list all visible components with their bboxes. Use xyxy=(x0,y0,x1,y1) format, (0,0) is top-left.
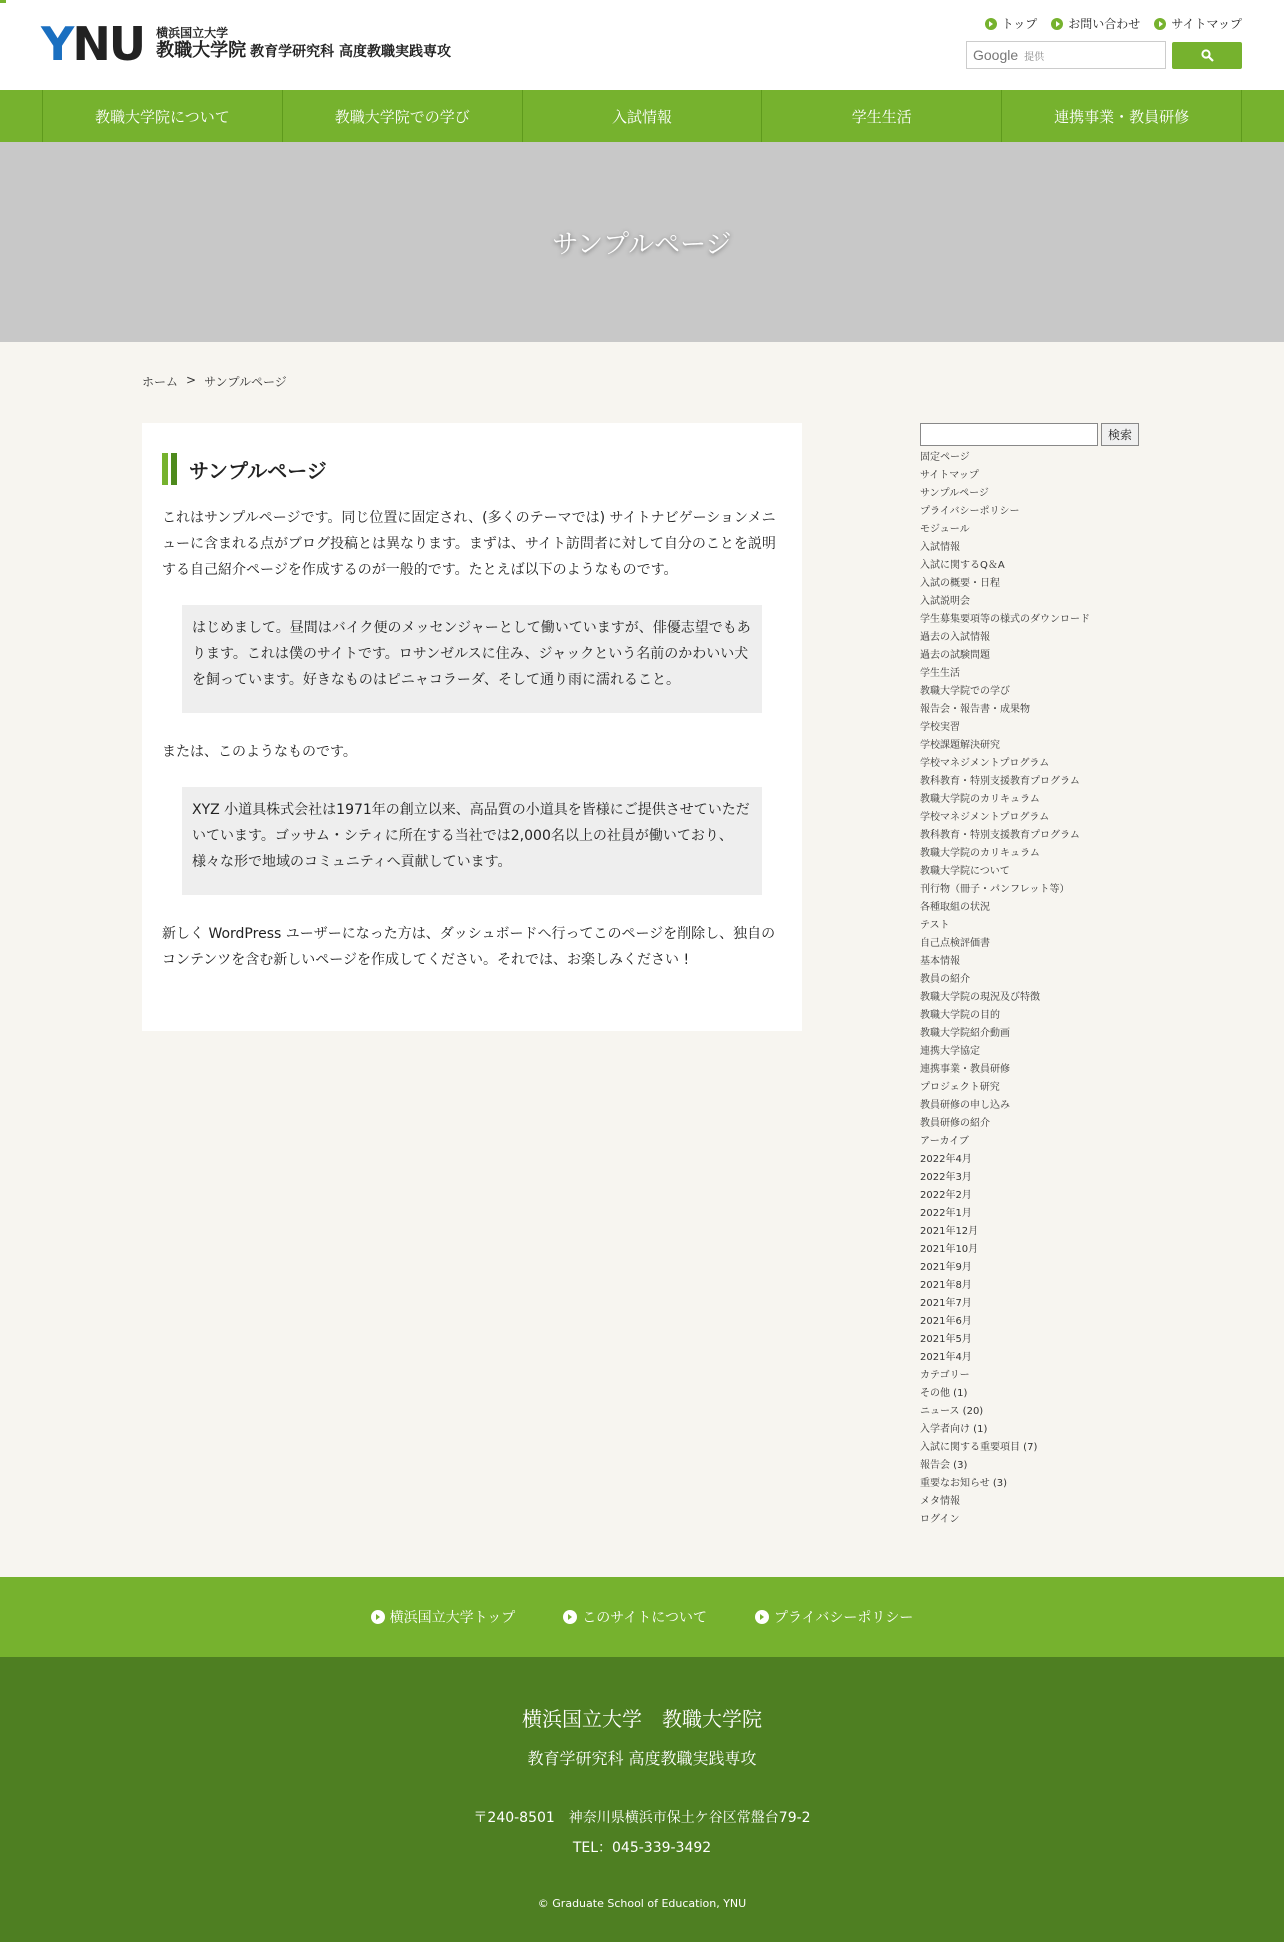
util-link-contact[interactable] xyxy=(1051,15,1140,32)
nav-item-student-life[interactable]: 学生生活 xyxy=(762,90,1002,142)
paragraph-intro: これはサンプルページです。同じ位置に固定され、(多くのテーマでは) サイトナビゲーションメニューに含まれる点がブログ投稿とは異なります。まずは、サイト訪問者に対して自分のことを説明する自己紹介ページを作成するのが一般的です。たとえば以下のようなものです。 xyxy=(162,510,776,578)
logo-main-label: 教職大学院 xyxy=(156,40,247,61)
sidebar-link[interactable]: 入学者向け (1) xyxy=(920,1424,988,1435)
search-icon xyxy=(1201,49,1214,62)
corner-mark xyxy=(0,0,6,3)
sidebar-link[interactable]: プロジェクト研究 xyxy=(920,1082,1000,1093)
google-logo: Google xyxy=(973,47,1019,63)
page-heading xyxy=(162,453,782,485)
sidebar-link[interactable]: 2021年5月 xyxy=(920,1334,972,1345)
site-footer xyxy=(0,1657,1284,1942)
sidebar-search-input[interactable] xyxy=(920,423,1098,446)
sidebar-link[interactable]: モジュール xyxy=(920,524,970,535)
google-search-input[interactable] xyxy=(966,41,1166,69)
sidebar-link[interactable]: 連携事業・教員研修 xyxy=(920,1064,1010,1075)
sidebar-link[interactable]: 報告会 (3) xyxy=(920,1460,968,1471)
sidebar-link[interactable]: 教員研修の申し込み xyxy=(920,1100,1010,1111)
sidebar-link[interactable]: 学校マネジメントプログラム xyxy=(920,812,1050,823)
sidebar-link[interactable]: 教職大学院のカリキュラム xyxy=(920,794,1040,805)
hero-title: サンプルページ xyxy=(552,229,732,260)
blockquote-company: XYZ 小道具株式会社は1971年の創立以来、高品質の小道具を皆様にご提供させていただいています。ゴッサム・シティに所在する当社では2,000名以上の社員が働いており、様々な形で地域のコミュニティへ貢献しています。 xyxy=(182,787,762,895)
footer-dept: 教育学研究科 高度教職実践専攻 xyxy=(527,1749,757,1768)
paragraph-outro: 新しく WordPress ユーザーになった方は、ダッシュボードへ行ってこのページを削除し、独自のコンテンツを含む新しいページを作成してください。それでは、お楽しみください ! xyxy=(162,926,776,968)
footer-copyright: © Graduate School of Education, YNU xyxy=(537,1897,747,1910)
nav-item-partnership[interactable]: 連携事業・教員研修 xyxy=(1054,107,1190,126)
sidebar-link[interactable]: 過去の試験問題 xyxy=(920,650,990,661)
sidebar-heading: 固定ページ xyxy=(920,452,970,463)
sidebar-link[interactable]: 報告会・報告書・成果物 xyxy=(920,704,1030,715)
circle-arrow-icon xyxy=(1154,18,1166,30)
breadcrumb-home[interactable]: ホーム xyxy=(142,375,179,389)
circle-arrow-icon xyxy=(563,1610,577,1624)
breadcrumb xyxy=(142,373,287,390)
sidebar-link[interactable]: 2021年8月 xyxy=(920,1280,972,1291)
ynu-logo-mark: YNU xyxy=(41,17,145,71)
global-nav xyxy=(0,90,1284,142)
site-logo[interactable] xyxy=(41,17,452,71)
sidebar-link[interactable]: 自己点検評価書 xyxy=(920,938,990,949)
footer-link-label: プライバシーポリシー xyxy=(774,1610,914,1626)
sidebar-link[interactable]: 教職大学院の目的 xyxy=(920,1010,1000,1021)
breadcrumb-current: サンプルページ xyxy=(204,375,287,389)
sidebar-heading: アーカイブ xyxy=(920,1136,969,1147)
sidebar-link[interactable]: 教科教育・特別支援教育プログラム xyxy=(920,830,1080,841)
logo-university: 横浜国立大学 xyxy=(156,26,229,40)
main-content xyxy=(142,423,802,1031)
sidebar-link[interactable]: 2022年4月 xyxy=(920,1154,972,1165)
sidebar-link[interactable]: 教職大学院紹介動画 xyxy=(920,1028,1010,1039)
footer-link-privacy[interactable] xyxy=(755,1607,913,1627)
sidebar-link[interactable]: 教員研修の紹介 xyxy=(920,1118,990,1129)
sidebar-link[interactable]: 2021年9月 xyxy=(920,1262,972,1273)
sidebar-link[interactable]: 学生募集要項等の様式のダウンロード xyxy=(920,614,1090,625)
sidebar-link[interactable]: サンプルページ xyxy=(920,488,989,499)
sidebar-link[interactable]: 教職大学院の現況及び特徴 xyxy=(920,992,1040,1003)
util-link-label: サイトマップ xyxy=(1171,17,1242,31)
nav-item-admissions[interactable]: 入試情報 xyxy=(523,90,763,142)
util-link-sitemap[interactable] xyxy=(1154,15,1242,32)
footer-name: 横浜国立大学 教職大学院 xyxy=(522,1707,762,1731)
circle-arrow-icon xyxy=(371,1610,385,1624)
sidebar-heading: メタ情報 xyxy=(920,1496,960,1507)
footer-link-label: このサイトについて xyxy=(582,1610,708,1626)
util-link-top[interactable] xyxy=(985,15,1038,32)
sidebar-link[interactable]: プライバシーポリシー xyxy=(920,506,1020,517)
footer-address: 〒240-8501 神奈川県横浜市保土ケ谷区常盤台79-2 xyxy=(473,1810,811,1826)
sidebar-link[interactable]: 重要なお知らせ (3) xyxy=(920,1478,1008,1489)
sidebar-link[interactable]: 入試情報 xyxy=(920,542,960,553)
sidebar-link[interactable]: 2022年1月 xyxy=(920,1208,972,1219)
sidebar-link[interactable]: 2022年2月 xyxy=(920,1190,972,1201)
sidebar-link[interactable]: 2021年6月 xyxy=(920,1316,972,1327)
utility-links xyxy=(985,15,1242,32)
sidebar-link[interactable]: ニュース (20) xyxy=(920,1406,984,1417)
sidebar-link[interactable]: 教科教育・特別支援教育プログラム xyxy=(920,776,1080,787)
sidebar-link[interactable]: 教職大学院について xyxy=(920,866,1010,877)
sidebar-link[interactable]: 教員の紹介 xyxy=(920,974,970,985)
logo-text xyxy=(156,26,451,63)
sidebar-link[interactable]: 学校マネジメントプログラム xyxy=(920,758,1050,769)
sidebar-link[interactable]: 2021年10月 xyxy=(920,1244,979,1255)
page-hero xyxy=(0,142,1284,342)
sidebar-heading: カテゴリー xyxy=(920,1370,970,1381)
page-title: サンプルページ xyxy=(189,458,327,483)
circle-arrow-icon xyxy=(755,1610,769,1624)
sidebar-link[interactable]: 過去の入試情報 xyxy=(920,632,990,643)
sidebar-link[interactable]: 2021年7月 xyxy=(920,1298,972,1309)
footer-tel: TEL：045-339-3492 xyxy=(572,1840,712,1856)
sidebar-search xyxy=(920,423,1160,446)
sidebar-link-list xyxy=(920,449,1160,1529)
paragraph-or: または、このようなものです。 xyxy=(162,744,357,760)
sidebar-link[interactable]: 教職大学院での学び xyxy=(920,686,1010,697)
blockquote-personal: はじめまして。昼間はバイク便のメッセンジャーとして働いていますが、俳優志望でもあります。これは僕のサイトです。ロサンゼルスに住み、ジャックという名前のかわいい犬を飼っています。好きなものはピニャコラーダ、そして通り雨に濡れること。 xyxy=(182,605,762,713)
sidebar-link[interactable]: 入試に関するQ＆A xyxy=(920,560,1005,571)
google-provided-label: 提供 xyxy=(1024,51,1045,63)
sidebar-link[interactable]: 入試の概要・日程 xyxy=(920,578,1000,589)
site-header xyxy=(0,0,1284,90)
sidebar-link[interactable]: テスト xyxy=(920,920,950,931)
sidebar-link[interactable]: 学校課題解決研究 xyxy=(920,740,1000,751)
sidebar-link[interactable]: ログイン xyxy=(920,1514,960,1525)
sidebar-link[interactable]: 連携大学協定 xyxy=(920,1046,980,1057)
heading-bar-icon xyxy=(162,453,177,485)
sidebar-link[interactable]: 各種取組の状況 xyxy=(920,902,990,913)
footer-link-label: 横浜国立大学トップ xyxy=(389,1610,516,1626)
footer-link-university-top[interactable] xyxy=(371,1607,516,1627)
sidebar-link[interactable]: 2022年3月 xyxy=(920,1172,972,1183)
sidebar-link[interactable]: 教職大学院のカリキュラム xyxy=(920,848,1040,859)
logo-title xyxy=(156,40,451,63)
google-search-button[interactable] xyxy=(1172,42,1242,69)
footer-link-about-site[interactable] xyxy=(563,1607,707,1627)
sidebar-link[interactable]: 入試に関する重要項目 (7) xyxy=(920,1442,1038,1453)
circle-arrow-icon xyxy=(1051,18,1063,30)
sidebar-link[interactable]: 刊行物（冊子・パンフレット等） xyxy=(920,884,1070,895)
logo-dept-label: 教育学研究科 高度教職実践専攻 xyxy=(250,44,452,60)
nav-item-about[interactable]: 教職大学院について xyxy=(43,90,283,142)
sidebar-link[interactable]: 学校実習 xyxy=(920,722,960,733)
sidebar-link[interactable]: 入試説明会 xyxy=(920,596,970,607)
footer-links xyxy=(0,1577,1284,1657)
sidebar xyxy=(920,423,1160,1529)
util-link-label: トップ xyxy=(1001,17,1038,31)
sidebar-link[interactable]: 2021年4月 xyxy=(920,1352,972,1363)
sidebar-link[interactable]: サイトマップ xyxy=(920,470,979,481)
sidebar-link[interactable]: 基本情報 xyxy=(920,956,960,967)
breadcrumb-separator: > xyxy=(186,373,197,387)
util-link-label: お問い合わせ xyxy=(1068,17,1141,31)
sidebar-search-button[interactable]: 検索 xyxy=(1101,423,1139,446)
circle-arrow-icon xyxy=(985,18,997,30)
sidebar-link[interactable]: 2021年12月 xyxy=(920,1226,979,1237)
nav-item-learning[interactable]: 教職大学院での学び xyxy=(283,90,523,142)
sidebar-link[interactable]: 学生生活 xyxy=(920,668,960,679)
sidebar-link[interactable]: その他 (1) xyxy=(920,1388,968,1399)
